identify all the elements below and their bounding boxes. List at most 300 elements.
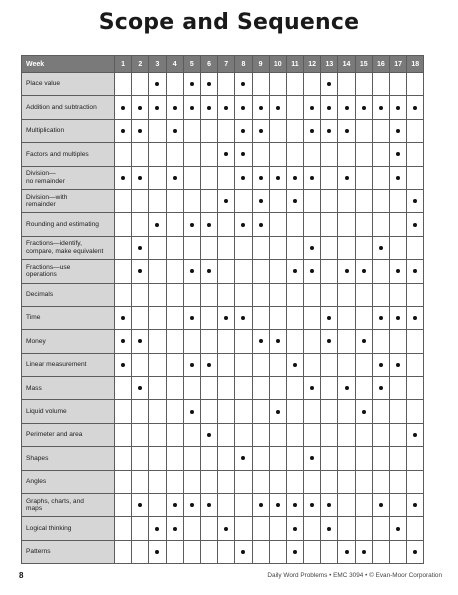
grid-cell	[183, 400, 200, 423]
grid-cell	[390, 494, 407, 517]
bullet-mark	[345, 176, 349, 180]
skill-label: Place value	[22, 73, 115, 96]
grid-cell	[286, 470, 303, 493]
grid-cell	[269, 260, 286, 283]
grid-cell	[235, 236, 252, 259]
bullet-mark	[310, 503, 314, 507]
grid-cell	[304, 236, 321, 259]
grid-cell	[149, 447, 166, 470]
week-column-header: 13	[321, 56, 338, 73]
grid-cell	[166, 306, 183, 329]
grid-cell	[218, 143, 235, 166]
grid-cell	[338, 306, 355, 329]
bullet-mark	[241, 550, 245, 554]
grid-cell	[321, 306, 338, 329]
grid-cell	[355, 306, 372, 329]
grid-cell	[372, 377, 389, 400]
bullet-mark	[207, 106, 211, 110]
grid-cell	[235, 400, 252, 423]
grid-cell	[390, 330, 407, 353]
grid-cell	[183, 283, 200, 306]
grid-cell	[269, 517, 286, 540]
grid-cell	[304, 260, 321, 283]
bullet-mark	[224, 316, 228, 320]
grid-cell	[269, 423, 286, 446]
grid-cell	[286, 189, 303, 212]
grid-cell	[269, 143, 286, 166]
skill-label: Shapes	[22, 447, 115, 470]
grid-cell	[200, 377, 217, 400]
bullet-mark	[138, 339, 142, 343]
grid-cell	[372, 96, 389, 119]
grid-cell	[338, 213, 355, 236]
grid-cell	[407, 283, 424, 306]
grid-cell	[166, 96, 183, 119]
grid-cell	[132, 73, 149, 96]
skill-row	[22, 306, 424, 329]
grid-cell	[355, 423, 372, 446]
grid-cell	[407, 377, 424, 400]
grid-cell	[252, 400, 269, 423]
grid-cell	[200, 143, 217, 166]
grid-cell	[218, 119, 235, 142]
grid-cell	[218, 189, 235, 212]
grid-cell	[235, 189, 252, 212]
page-title: Scope and Sequence	[98, 10, 360, 35]
grid-cell	[183, 73, 200, 96]
bullet-mark	[241, 223, 245, 227]
grid-cell	[218, 260, 235, 283]
grid-cell	[149, 213, 166, 236]
skill-row	[22, 470, 424, 493]
skill-label: Logical thinking	[22, 517, 115, 540]
grid-cell	[132, 213, 149, 236]
week-column-header: 5	[183, 56, 200, 73]
bullet-mark	[121, 316, 125, 320]
skill-label: Rounding and estimating	[22, 213, 115, 236]
skill-label: Linear measurement	[22, 353, 115, 376]
grid-cell	[286, 377, 303, 400]
skill-row	[22, 494, 424, 517]
grid-cell	[183, 330, 200, 353]
grid-cell	[338, 494, 355, 517]
bullet-mark	[138, 503, 142, 507]
bullet-mark	[396, 176, 400, 180]
bullet-mark	[207, 363, 211, 367]
bullet-mark	[173, 503, 177, 507]
grid-cell	[218, 447, 235, 470]
grid-cell	[218, 213, 235, 236]
bullet-mark	[310, 456, 314, 460]
grid-cell	[218, 377, 235, 400]
grid-cell	[200, 283, 217, 306]
bullet-mark	[413, 269, 417, 273]
grid-cell	[304, 306, 321, 329]
bullet-mark	[138, 386, 142, 390]
skill-label: Money	[22, 330, 115, 353]
bullet-mark	[224, 152, 228, 156]
grid-cell	[252, 540, 269, 563]
grid-cell	[286, 73, 303, 96]
grid-cell	[304, 447, 321, 470]
grid-cell	[166, 330, 183, 353]
grid-cell	[252, 330, 269, 353]
grid-cell	[355, 213, 372, 236]
grid-cell	[252, 166, 269, 189]
grid-cell	[338, 166, 355, 189]
bullet-mark	[173, 129, 177, 133]
bullet-mark	[396, 129, 400, 133]
grid-cell	[269, 189, 286, 212]
grid-cell	[321, 517, 338, 540]
bullet-mark	[207, 269, 211, 273]
grid-cell	[166, 377, 183, 400]
grid-cell	[149, 189, 166, 212]
grid-cell	[218, 353, 235, 376]
grid-cell	[355, 236, 372, 259]
grid-cell	[390, 353, 407, 376]
grid-cell	[200, 189, 217, 212]
grid-cell	[269, 400, 286, 423]
skill-label: Division— no remainder	[22, 166, 115, 189]
grid-cell	[304, 189, 321, 212]
bullet-mark	[293, 363, 297, 367]
grid-cell	[338, 400, 355, 423]
bullet-mark	[224, 106, 228, 110]
bullet-mark	[190, 316, 194, 320]
grid-body	[22, 73, 424, 564]
bullet-mark	[155, 527, 159, 531]
grid-cell	[132, 494, 149, 517]
grid-cell	[132, 306, 149, 329]
bullet-mark	[190, 223, 194, 227]
grid-cell	[200, 330, 217, 353]
grid-cell	[252, 517, 269, 540]
skill-row	[22, 143, 424, 166]
grid-cell	[355, 517, 372, 540]
bullet-mark	[413, 550, 417, 554]
bullet-mark	[413, 503, 417, 507]
grid-cell	[183, 236, 200, 259]
grid-cell	[372, 236, 389, 259]
bullet-mark	[327, 527, 331, 531]
grid-cell	[183, 423, 200, 446]
bullet-mark	[362, 339, 366, 343]
bullet-mark	[138, 106, 142, 110]
grid-cell	[355, 377, 372, 400]
grid-cell	[149, 166, 166, 189]
grid-cell	[149, 470, 166, 493]
grid-cell	[390, 423, 407, 446]
grid-cell	[115, 166, 132, 189]
bullet-mark	[190, 82, 194, 86]
grid-cell	[115, 447, 132, 470]
grid-cell	[321, 166, 338, 189]
grid-cell	[132, 96, 149, 119]
grid-cell	[304, 330, 321, 353]
grid-cell	[407, 517, 424, 540]
grid-cell	[115, 189, 132, 212]
grid-cell	[218, 330, 235, 353]
grid-cell	[235, 377, 252, 400]
week-column-header: 4	[166, 56, 183, 73]
bullet-mark	[293, 199, 297, 203]
grid-cell	[321, 377, 338, 400]
week-column-header: 16	[372, 56, 389, 73]
grid-cell	[321, 189, 338, 212]
week-column-header: 1	[115, 56, 132, 73]
grid-cell	[218, 540, 235, 563]
grid-cell	[183, 377, 200, 400]
grid-cell	[235, 447, 252, 470]
grid-cell	[115, 353, 132, 376]
grid-cell	[355, 540, 372, 563]
skill-label: Division—with remainder	[22, 189, 115, 212]
grid-cell	[390, 189, 407, 212]
grid-cell	[407, 423, 424, 446]
bullet-mark	[396, 269, 400, 273]
grid-cell	[149, 73, 166, 96]
grid-cell	[200, 73, 217, 96]
bullet-mark	[396, 152, 400, 156]
grid-cell	[390, 166, 407, 189]
grid-cell	[252, 73, 269, 96]
grid-cell	[321, 260, 338, 283]
grid-cell	[321, 73, 338, 96]
grid-cell	[200, 119, 217, 142]
bullet-mark	[293, 503, 297, 507]
page-number: 8	[19, 571, 24, 580]
grid-cell	[355, 447, 372, 470]
skill-label: Patterns	[22, 540, 115, 563]
grid-cell	[132, 189, 149, 212]
week-column-header: 12	[304, 56, 321, 73]
bullet-mark	[276, 503, 280, 507]
bullet-mark	[241, 316, 245, 320]
bullet-mark	[327, 106, 331, 110]
grid-cell	[390, 260, 407, 283]
grid-cell	[390, 213, 407, 236]
grid-cell	[252, 447, 269, 470]
grid-cell	[269, 166, 286, 189]
grid-cell	[200, 306, 217, 329]
bullet-mark	[327, 503, 331, 507]
grid-cell	[235, 306, 252, 329]
grid-cell	[166, 236, 183, 259]
grid-cell	[304, 377, 321, 400]
grid-cell	[218, 470, 235, 493]
grid-cell	[166, 470, 183, 493]
bullet-mark	[241, 82, 245, 86]
skill-row	[22, 353, 424, 376]
grid-cell	[286, 119, 303, 142]
grid-cell	[166, 166, 183, 189]
skill-label: Time	[22, 306, 115, 329]
grid-cell	[149, 119, 166, 142]
grid-cell	[321, 494, 338, 517]
grid-cell	[304, 400, 321, 423]
grid-cell	[200, 353, 217, 376]
grid-cell	[286, 517, 303, 540]
grid-cell	[252, 143, 269, 166]
bullet-mark	[155, 223, 159, 227]
grid-cell	[235, 540, 252, 563]
skill-row	[22, 213, 424, 236]
skill-label: Perimeter and area	[22, 423, 115, 446]
grid-cell	[166, 400, 183, 423]
grid-cell	[338, 236, 355, 259]
grid-cell	[355, 400, 372, 423]
grid-cell	[390, 96, 407, 119]
grid-cell	[407, 470, 424, 493]
grid-cell	[372, 330, 389, 353]
skill-row	[22, 330, 424, 353]
grid-cell	[115, 119, 132, 142]
bullet-mark	[173, 176, 177, 180]
grid-cell	[218, 73, 235, 96]
header-row	[22, 56, 424, 73]
bullet-mark	[241, 106, 245, 110]
grid-cell	[115, 540, 132, 563]
grid-cell	[183, 260, 200, 283]
week-column-header: 15	[355, 56, 372, 73]
grid-cell	[183, 494, 200, 517]
grid-cell	[372, 283, 389, 306]
bullet-mark	[293, 550, 297, 554]
grid-cell	[218, 423, 235, 446]
grid-cell	[252, 377, 269, 400]
grid-cell	[200, 470, 217, 493]
skill-row	[22, 119, 424, 142]
grid-cell	[321, 353, 338, 376]
bullet-mark	[259, 129, 263, 133]
grid-cell	[372, 73, 389, 96]
bullet-mark	[379, 386, 383, 390]
bullet-mark	[121, 363, 125, 367]
grid-cell	[132, 540, 149, 563]
grid-cell	[132, 353, 149, 376]
grid-cell	[338, 517, 355, 540]
grid-cell	[269, 353, 286, 376]
grid-cell	[355, 189, 372, 212]
grid-cell	[200, 166, 217, 189]
bullet-mark	[396, 363, 400, 367]
skill-row	[22, 540, 424, 563]
grid-cell	[132, 330, 149, 353]
bullet-mark	[293, 527, 297, 531]
bullet-mark	[173, 106, 177, 110]
grid-cell	[149, 400, 166, 423]
grid-cell	[286, 400, 303, 423]
grid-cell	[407, 96, 424, 119]
bullet-mark	[345, 106, 349, 110]
grid-cell	[304, 423, 321, 446]
grid-cell	[407, 494, 424, 517]
grid-cell	[355, 73, 372, 96]
grid-cell	[149, 517, 166, 540]
skill-row	[22, 236, 424, 259]
grid-cell	[235, 213, 252, 236]
bullet-mark	[138, 246, 142, 250]
footer-credit: Daily Word Problems • EMC 3094 • © Evan-Moor Corporation	[267, 572, 442, 579]
grid-cell	[269, 283, 286, 306]
bullet-mark	[413, 223, 417, 227]
skill-row	[22, 377, 424, 400]
grid-cell	[321, 400, 338, 423]
skill-row	[22, 73, 424, 96]
grid-cell	[252, 236, 269, 259]
bullet-mark	[121, 339, 125, 343]
grid-cell	[338, 143, 355, 166]
grid-cell	[321, 96, 338, 119]
bullet-mark	[241, 152, 245, 156]
grid-cell	[115, 494, 132, 517]
grid-cell	[132, 377, 149, 400]
grid-cell	[132, 236, 149, 259]
grid-cell	[115, 96, 132, 119]
grid-cell	[183, 143, 200, 166]
grid-cell	[235, 353, 252, 376]
grid-cell	[235, 73, 252, 96]
grid-cell	[390, 73, 407, 96]
grid-cell	[183, 189, 200, 212]
bullet-mark	[241, 129, 245, 133]
grid-cell	[166, 353, 183, 376]
grid-cell	[115, 143, 132, 166]
grid-cell	[390, 306, 407, 329]
skill-label: Fractions—identify, compare, make equivalent	[22, 236, 115, 259]
grid-cell	[304, 96, 321, 119]
bullet-mark	[310, 106, 314, 110]
bullet-mark	[345, 386, 349, 390]
grid-cell	[200, 260, 217, 283]
grid-cell	[304, 73, 321, 96]
grid-cell	[252, 423, 269, 446]
grid-cell	[183, 96, 200, 119]
grid-cell	[200, 517, 217, 540]
week-column-header: 18	[407, 56, 424, 73]
grid-cell	[304, 119, 321, 142]
bullet-mark	[310, 176, 314, 180]
bullet-mark	[259, 339, 263, 343]
grid-cell	[372, 189, 389, 212]
grid-cell	[166, 260, 183, 283]
bullet-mark	[224, 199, 228, 203]
grid-cell	[321, 119, 338, 142]
grid-cell	[235, 96, 252, 119]
bullet-mark	[345, 129, 349, 133]
bullet-mark	[413, 433, 417, 437]
grid-cell	[115, 400, 132, 423]
skill-row	[22, 517, 424, 540]
bullet-mark	[293, 176, 297, 180]
grid-cell	[132, 447, 149, 470]
bullet-mark	[396, 316, 400, 320]
grid-cell	[304, 143, 321, 166]
grid-cell	[235, 423, 252, 446]
skill-row	[22, 166, 424, 189]
bullet-mark	[413, 316, 417, 320]
grid-cell	[321, 540, 338, 563]
grid-cell	[200, 447, 217, 470]
week-column-header: 8	[235, 56, 252, 73]
grid-cell	[269, 494, 286, 517]
grid-cell	[200, 540, 217, 563]
bullet-mark	[155, 82, 159, 86]
grid-cell	[200, 400, 217, 423]
grid-cell	[390, 400, 407, 423]
skill-label: Multiplication	[22, 119, 115, 142]
